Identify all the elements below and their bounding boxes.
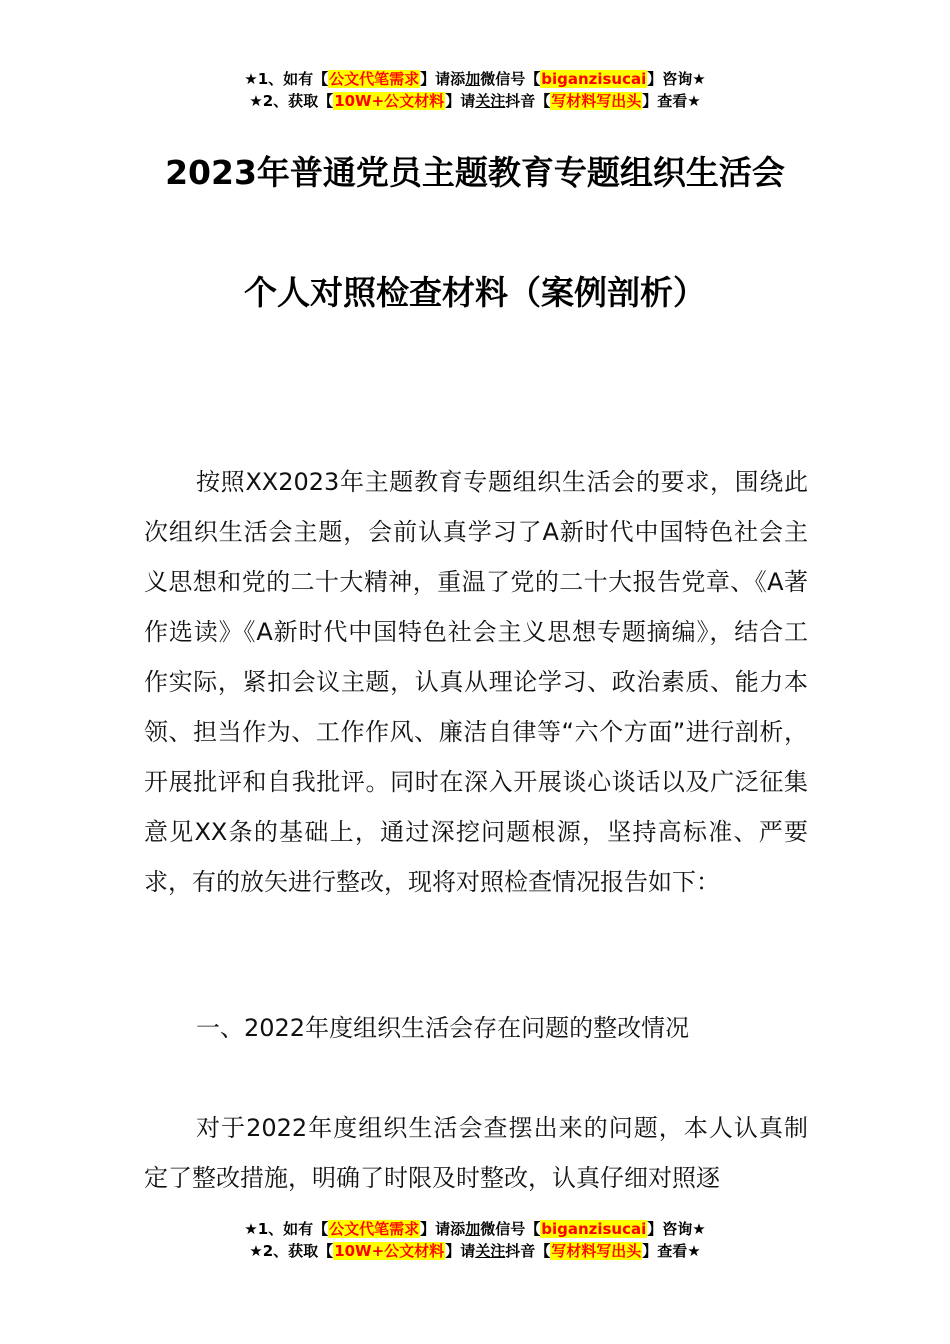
promo-text: 】请 bbox=[445, 1242, 476, 1260]
document-title-line-1: 2023年普通党员主题教育专题组织生活会 bbox=[165, 153, 785, 192]
promo-text: ★2、获取【 bbox=[249, 1242, 334, 1260]
promo-highlight: 公文代笔需求 bbox=[329, 70, 420, 88]
promo-text: 】咨询★ bbox=[647, 1220, 706, 1238]
promo-underline: 关注 bbox=[475, 92, 506, 110]
promo-line-1 bbox=[0, 68, 950, 90]
promo-text: 抖音【 bbox=[505, 92, 551, 110]
promo-highlight: 公文代笔需求 bbox=[329, 1220, 420, 1238]
promo-text: 】咨询★ bbox=[647, 70, 706, 88]
promo-underline: 关注 bbox=[475, 1242, 506, 1260]
promo-highlight: 10W+公文材料 bbox=[334, 1242, 445, 1260]
promo-underline: 加 bbox=[465, 70, 481, 88]
promo-text: 抖音【 bbox=[505, 1242, 551, 1260]
promo-text: 】请添 bbox=[420, 1220, 466, 1238]
promo-text: 】请添 bbox=[420, 70, 466, 88]
promo-highlight: 写材料写出头 bbox=[551, 92, 642, 110]
promo-text: 】请 bbox=[445, 92, 476, 110]
promo-underline: 加 bbox=[465, 1220, 481, 1238]
promo-text: 微信号【 bbox=[480, 1220, 541, 1238]
promo-text: 】查看★ bbox=[642, 92, 701, 110]
promo-text: 微信号【 bbox=[480, 70, 541, 88]
promo-banner-top bbox=[0, 68, 950, 112]
document-title-line-2: 个人对照检查材料（案例剖析） bbox=[244, 273, 706, 312]
promo-line-2 bbox=[0, 90, 950, 112]
section-paragraph: 对于2022年度组织生活会查摆出来的问题，本人认真制定了整改措施，明确了时限及时整改，认真仔细对照逐 bbox=[144, 1114, 808, 1192]
section-heading: 一、2022年度组织生活会存在问题的整改情况 bbox=[196, 1014, 690, 1042]
promo-highlight: 写材料写出头 bbox=[551, 1242, 642, 1260]
promo-text: ★1、如有【 bbox=[244, 70, 329, 88]
promo-line-1 bbox=[0, 1218, 950, 1240]
promo-line-2 bbox=[0, 1240, 950, 1262]
promo-text: ★2、获取【 bbox=[249, 92, 334, 110]
intro-paragraph: 按照XX2023年主题教育专题组织生活会的要求，围绕此次组织生活会主题，会前认真学习了A新时代中国特色社会主义思想和党的二十大精神，重温了党的二十大报告党章、《A著作选读》《A新时代中国特色社会主义思想专题摘编》，结合工作实际，紧扣会议主题，认真从理论学习、政治素质、能力本领、担当作为、工作作风、廉洁自律等“六个方面”进行剖析，开展批评和自我批评。同时在深入开展谈心谈话以及广泛征集意见XX条的基础上，通过深挖问题根源，坚持高标准、严要求，有的放矢进行整改，现将对照检查情况报告如下： bbox=[144, 468, 808, 896]
promo-text: ★1、如有【 bbox=[244, 1220, 329, 1238]
promo-highlight: 10W+公文材料 bbox=[334, 92, 445, 110]
promo-highlight: biganzisucai bbox=[541, 70, 647, 88]
promo-banner-bottom bbox=[0, 1218, 950, 1262]
promo-text: 】查看★ bbox=[642, 1242, 701, 1260]
promo-highlight: biganzisucai bbox=[541, 1220, 647, 1238]
